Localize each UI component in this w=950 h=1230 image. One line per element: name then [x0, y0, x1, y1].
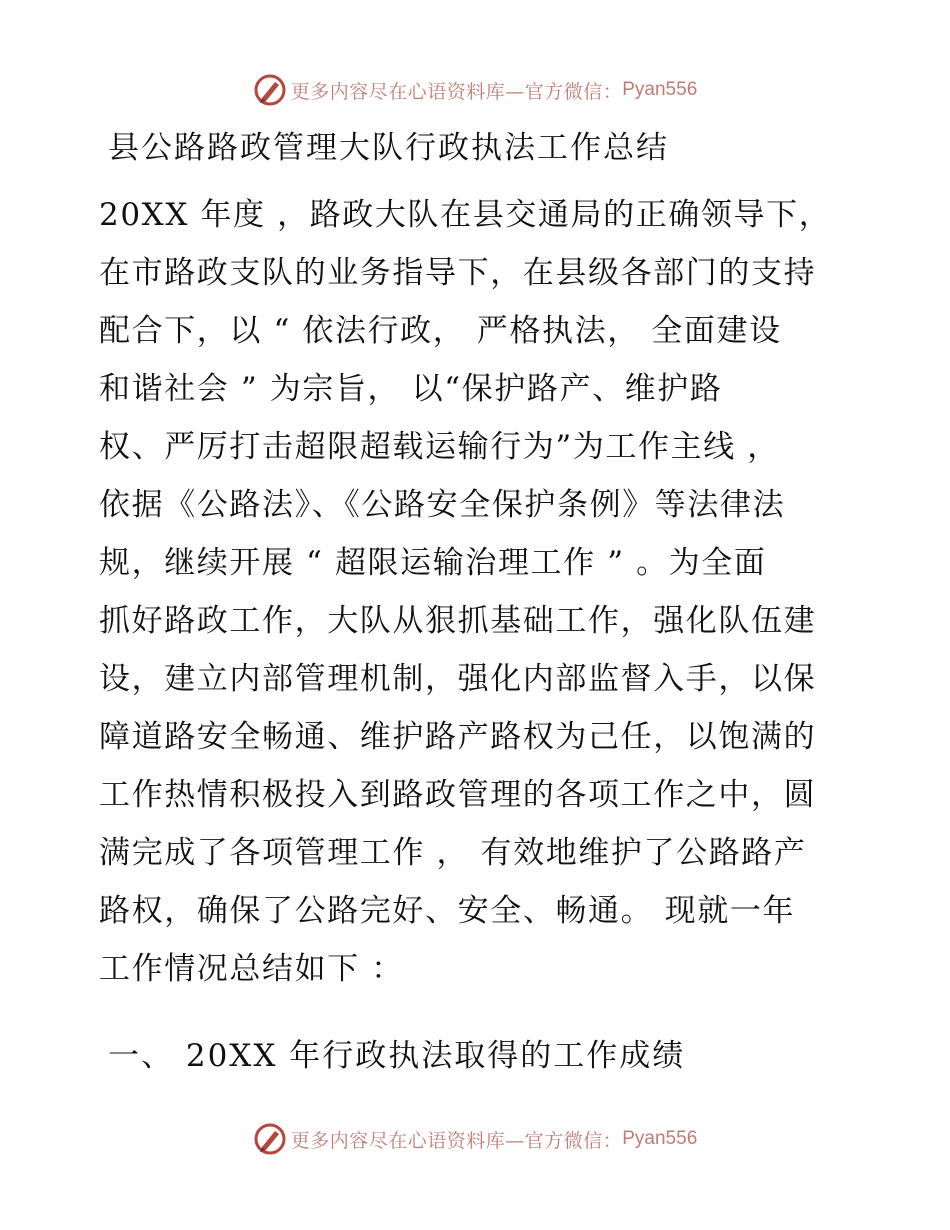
document-title: 县公路路政管理大队行政执法工作总结: [108, 130, 669, 166]
body-line: 工作情况总结如下 ：: [99, 951, 404, 987]
body-line: 工作热情积极投入到路政管理的各项工作之中，圆: [99, 777, 817, 813]
body-line: 抓好路政工作，大队从狠抓基础工作，强化队伍建: [99, 603, 817, 639]
watermark-wechat-id: Pyan556: [622, 79, 698, 100]
body-line: 在市路政支队的业务指导下，在县级各部门的支持: [99, 255, 817, 291]
body-line: 设，建立内部管理机制，强化内部监督入手，以保: [99, 661, 817, 697]
body-line: 依据《公路法》、《公路安全保护条例》等法律法: [99, 487, 786, 523]
watermark-footer: [0, 1119, 950, 1159]
body-line: 规，继续开展 “ 超限运输治理工作 ” 。为全面: [99, 545, 767, 581]
body-line: 和谐社会 ” 为宗旨， 以“保护路产、维护路: [99, 371, 723, 407]
body-line: 20XX 年度 ，路政大队在县交通局的正确领导下，: [99, 197, 832, 233]
body-line: 路权，确保了公路完好、安全、畅通。 现就一年: [99, 893, 796, 929]
watermark-wechat-id: Pyan556: [622, 1128, 698, 1149]
body-line: 障道路安全畅通、维护路产路权为己任，以饱满的: [99, 719, 817, 755]
pen-logo-icon: [253, 73, 287, 107]
body-line: 权、严厉打击超限超载运输行为”为工作主线 ，: [99, 429, 780, 465]
pen-logo-icon: [253, 1122, 287, 1156]
watermark-header: [0, 70, 950, 110]
watermark-text: 更多内容尽在心语资料库—官方微信：: [290, 1129, 623, 1152]
watermark-text: 更多内容尽在心语资料库—官方微信：: [290, 80, 623, 103]
body-line: 满完成了各项管理工作 ， 有效地维护了公路路产: [99, 835, 807, 871]
section-heading: 一、 20XX 年行政执法取得的工作成绩: [108, 1038, 686, 1074]
body-line: 配合下，以 “ 依法行政， 严格执法， 全面建设: [99, 313, 782, 349]
